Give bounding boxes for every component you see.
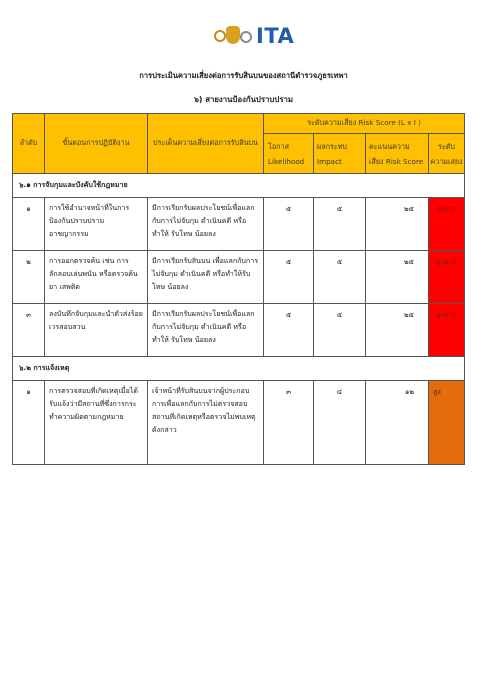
header-impact: ผลกระทบ Impact [314,134,366,174]
header-likelihood: โอกาส Likelihood [264,134,314,174]
row-level: สูง [429,381,465,465]
row-level: สูงมาก [429,251,465,304]
row-likelihood: ๕ [264,304,314,357]
group-label: ๖.๒ การแจ้งเหตุ [13,357,465,381]
row-score: ๑๒ [366,381,429,465]
row-level: สูงมาก [429,198,465,251]
row-impact: ๕ [314,251,366,304]
row-impact: ๔ [314,381,366,465]
document-title: การประเมินความเสี่ยงต่อการรับสินบนของสถานีตำรวจภูธรเทพา [139,71,348,80]
row-likelihood: ๓ [264,381,314,465]
header-step: ขั้นตอนการปฏิบัติงาน [45,114,148,174]
risk-table [12,113,465,465]
emblem-right-icon [240,31,252,43]
row-no: ๑ [13,198,45,251]
emblem-center-icon [226,26,240,44]
row-step: ลงบันทึกจับกุมและนำตัวส่งร้อยเวรสอบสวน [45,304,148,357]
row-step: การใช้อำนาจหน้าที่ในการป้องกันปราบปรามอาชญากรรม [45,198,148,251]
row-step: การตรวจสอบที่เกิดเหตุเมื่อได้รับแจ้งว่ามีสถานที่ซึ่งการกระทำความผิดตามกฎหมาย [45,381,148,465]
row-issue: มีการเรียกรับผลประโยชน์เพื่อแลก กับการไม่จับกุม ดำเนินคดี หรือทำให้ รับโทษ น้อยลง [148,198,264,251]
row-impact: ๕ [314,198,366,251]
row-issue: มีการเรียกรับสินบน เพื่อแลกกับการ ไม่จับกุม ดำเนินคดี หรือทำให้รับโทษ น้อยลง [148,251,264,304]
group-label: ๖.๑ การจับกุมและบังคับใช้กฎหมาย [13,174,465,198]
row-likelihood: ๕ [264,251,314,304]
header-risk-group: ระดับความเสี่ยง Risk Score (L x I ) [264,114,465,134]
table-row [13,381,465,465]
row-level: สูงมาก [429,304,465,357]
row-score: ๒๕ [366,251,429,304]
row-issue: มีการเรียกรับผลประโยชน์เพื่อแลก กับการไม่จับกุม ดำเนินคดี หรือทำให้ รับโทษ น้อยลง [148,304,264,357]
header-issue: ประเด็นความเสี่ยงต่อการรับสินบน [148,114,264,174]
row-issue: เจ้าหน้าที่รับสินบนจากผู้ประกอบการเพื่อแลกกับการไม่ตรวจสอบสถานที่เกิดเหตุหรือตรวจไม่พบเหตุดังกล่าว [148,381,264,465]
header-no: ลำดับ [13,114,45,174]
emblem-left-icon [214,30,226,42]
row-no: ๑ [13,381,45,465]
header-score: คะแนนความ เสี่ยง Risk Score [366,134,429,174]
row-step: การออกตรวจค้น เช่น การลักลอบเล่นพนัน หรือตรวจค้นยา เสพติด [45,251,148,304]
row-score: ๒๕ [366,198,429,251]
row-score: ๒๕ [366,304,429,357]
row-likelihood: ๕ [264,198,314,251]
table-row [13,251,465,304]
table-row [13,304,465,357]
table-row [13,198,465,251]
header-level: ระดับ ความเสยง [429,134,465,174]
row-no: ๒ [13,251,45,304]
row-no: ๓ [13,304,45,357]
ita-logo [214,26,304,50]
section-title: ๖) สายงานป้องกันปราบปราม [193,95,294,104]
row-impact: ๕ [314,304,366,357]
logo-text: ITA [256,24,295,48]
